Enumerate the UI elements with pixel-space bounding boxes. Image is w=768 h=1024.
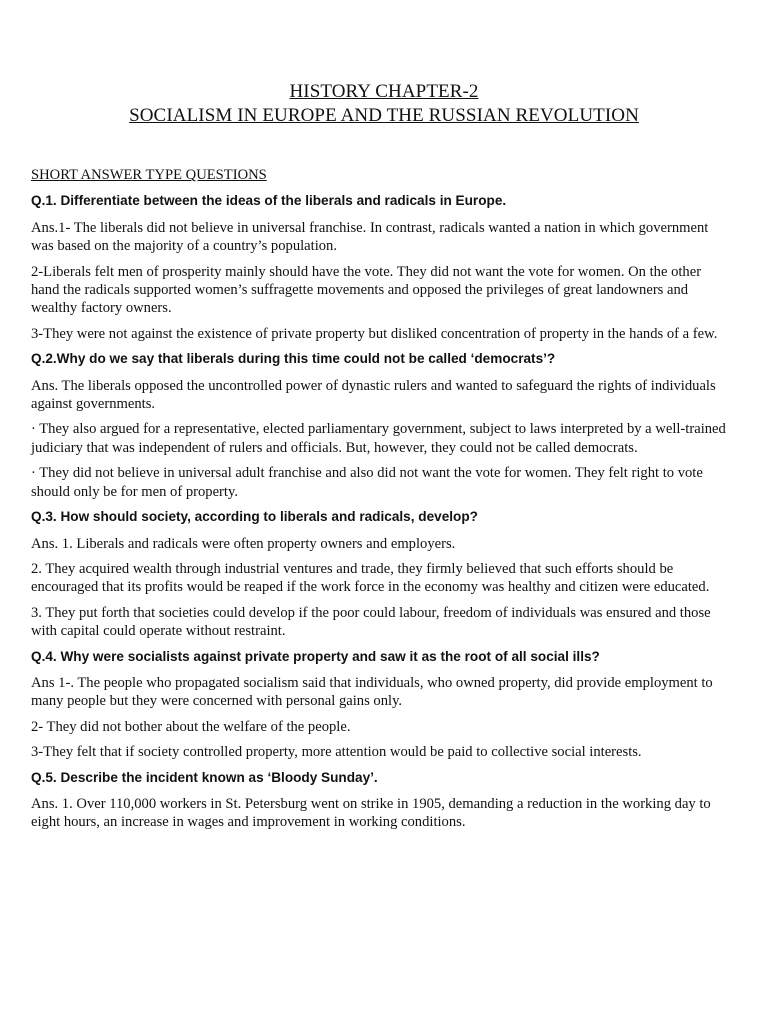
answer-paragraph: 3. They put forth that societies could develop if the poor could labour, freedom of individuals was ensured and those with capital could operate without restraint.	[31, 604, 711, 640]
answer-paragraph: 2. They acquired wealth through industrial ventures and trade, they firmly believed that such efforts should be encouraged that its profits would be reaped if the work force in the economy was healthy and citizen were educated.	[31, 560, 710, 596]
answer-paragraph: 3-They felt that if society controlled property, more attention would be paid to collective social interests.	[31, 744, 642, 761]
question: Q.1. Differentiate between the ideas of the liberals and radicals in Europe.	[31, 193, 507, 209]
answer-paragraph: 2-Liberals felt men of prosperity mainly should have the vote. They did not want the vote for women. On the other hand the radicals supported women’s suffragette movements and opposed the privileges of great landowners and wealthy factory owners.	[31, 263, 702, 317]
chapter-subtitle: SOCIALISM IN EUROPE AND THE RUSSIAN REVOLUTION	[129, 105, 639, 126]
section-heading: SHORT ANSWER TYPE QUESTIONS	[31, 167, 267, 183]
question-answer-list	[31, 192, 731, 831]
question: Q.3. How should society, according to liberals and radicals, develop?	[31, 509, 478, 525]
answer-paragraph: Ans 1-. The people who propagated socialism said that individuals, who owned property, did provide employment to many people but they were concerned with personal gains only.	[31, 674, 713, 710]
answer-paragraph: Ans.1- The liberals did not believe in universal franchise. In contrast, radicals wanted a nation in which government was based on the majority of a country’s population.	[31, 219, 709, 255]
answer-paragraph: · They also argued for a representative, elected parliamentary government, subject to laws interpreted by a well-trained judiciary that was independent of rulers and officials. But, however, they could not be called democrats.	[31, 421, 726, 456]
answer-paragraph: Ans. The liberals opposed the uncontrolled power of dynastic rulers and wanted to safeguard the rights of individuals against governments.	[31, 377, 716, 413]
answer-paragraph: Ans. 1. Over 110,000 workers in St. Petersburg went on strike in 1905, demanding a reduction in the working day to eight hours, an increase in wages and improvement in working conditions.	[31, 795, 711, 831]
content-body	[31, 166, 731, 839]
question: Q.5. Describe the incident known as ‘Bloody Sunday’.	[31, 769, 378, 785]
question: Q.4. Why were socialists against private property and saw it as the root of all social ills?	[31, 648, 600, 664]
answer-paragraph: 2- They did not bother about the welfare of the people.	[31, 718, 351, 735]
chapter-title: HISTORY CHAPTER-2	[289, 81, 479, 102]
answer-paragraph: Ans. 1. Liberals and radicals were often property owners and employers.	[31, 535, 456, 552]
answer-paragraph: 3-They were not against the existence of private property but disliked concentration of property in the hands of a few.	[31, 325, 718, 342]
question: Q.2.Why do we say that liberals during this time could not be called ‘democrats’?	[31, 351, 556, 367]
answer-paragraph: · They did not believe in universal adult franchise and also did not want the vote for women. They felt right to vote should only be for men of property.	[31, 465, 703, 500]
